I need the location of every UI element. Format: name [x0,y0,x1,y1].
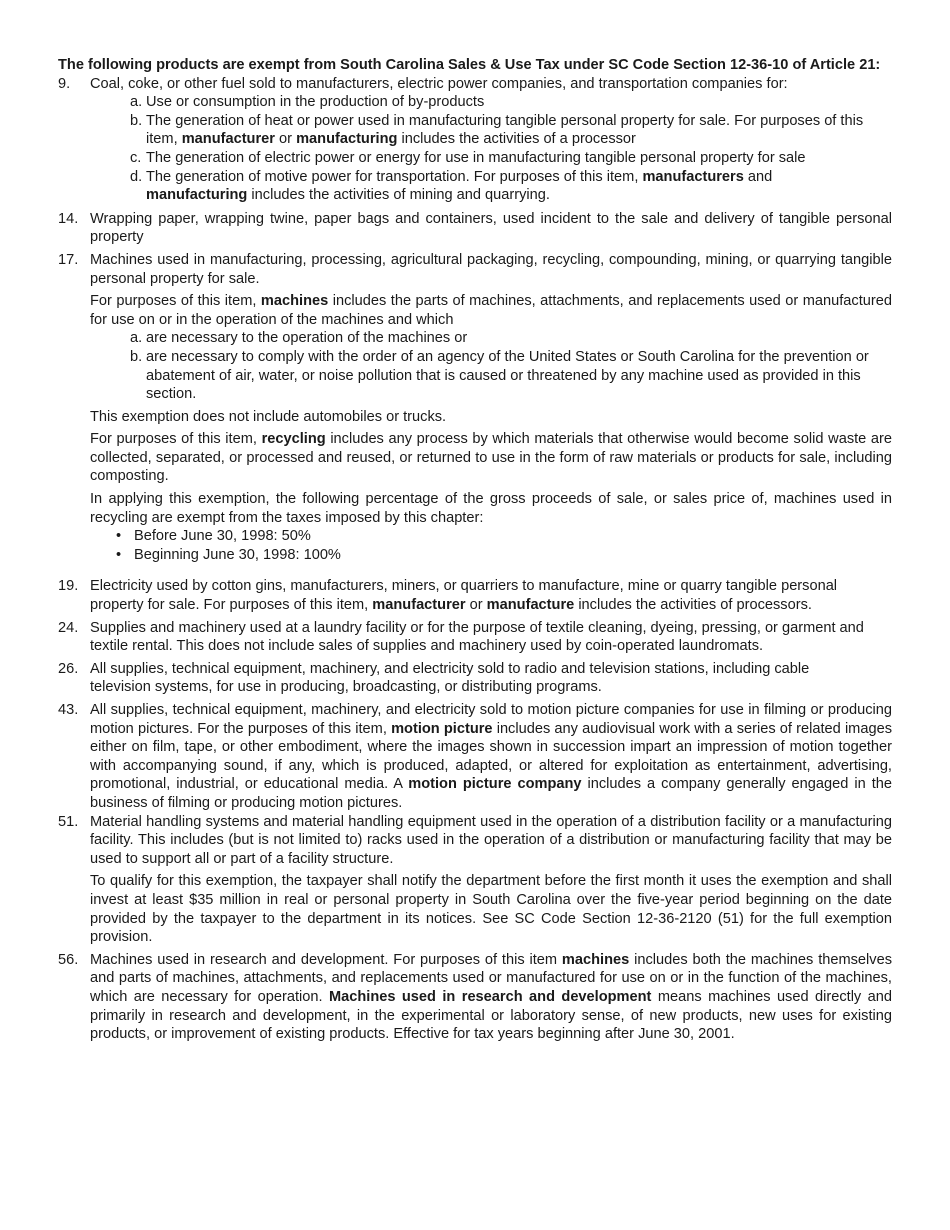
item-text: Coal, coke, or other fuel sold to manufacturers, electric power companies, and transportation companies for: [90,75,788,92]
sub-item-a: a. are necessary to the operation of the machines or [130,330,468,347]
item-number: 19. [58,578,79,595]
sub-item-a: a. Use or consumption in the production of by-products [130,94,485,111]
exemption-item-51 [58,813,892,947]
item-paragraph: This exemption does not include automobiles or trucks. [90,408,447,425]
item-text: Wrapping paper, wrapping twine, paper bags and containers, used incident to the sale and delivery of tangible personal property [90,210,892,246]
item-number: 17. [58,251,79,268]
document-page [58,56,892,1044]
item-number: 26. [58,660,79,677]
item-paragraph: In applying this exemption, the following percentage of the gross proceeds of sale, or sales price of, machines used in recycling are exempt from the taxes imposed by this chapter: [90,491,892,526]
item-number: 24. [58,619,79,636]
sub-item-b: b. are necessary to comply with the order of an agency of the United States or South Carolina for the prevention or abatement of air, water, or noise pollution that is caused or threatened by any machine used as provided in this section. [130,348,869,403]
sub-item-b: b. The generation of heat or power used in manufacturing tangible personal property for sale. For purposes of this item, manufacturer or manufacturing includes the activities of a processor [130,112,864,148]
item-text: Supplies and machinery used at a laundry facility or for the purpose of textile cleaning, dyeing, pressing, or garment and textile rental. This does not include sales of supplies and machinery used by coin-operated laundromats. [90,619,864,655]
item-text: All supplies, technical equipment, machinery, and electricity sold to motion picture companies for use in filming or producing motion pictures. For the purposes of this item, motion picture includes any audiovisual work with a series of related images either on film, tape, or other embodiment, where the images shown in succession impart an impression of motion together with accompanying sound, if any, which is produced, adapted, or altered for exploitation as entertainment, advertising, promotional, industrial, or educational media. A motion picture company includes a company generally engaged in the business of filming or producing motion pictures. [90,702,892,811]
item-text: Material handling systems and material handling equipment used in the operation of a distribution facility or a manufacturing facility. This includes (but is not limited to) racks used in the operation of a distribution or manufacturing facility that may be used to support all or part of a facility structure. [90,813,892,867]
exemption-item-14 [58,210,892,247]
exemption-item-43 [58,701,892,813]
exemption-item-17 [58,251,892,565]
bullet-item: • Beginning June 30, 1998: 100% [112,546,892,565]
sub-item-c: c. The generation of electric power or energy for use in manufacturing tangible personal property for sale [130,149,806,166]
item-number: 14. [58,210,79,227]
item-number: 43. [58,702,79,718]
exemption-item-9 [58,75,892,205]
bullet-item: • Before June 30, 1998: 50% [112,527,892,546]
exemption-item-19 [58,577,892,614]
bullet-icon: • [116,546,122,563]
item-number: 56. [58,951,79,968]
item-paragraph: To qualify for this exemption, the taxpayer shall notify the department before the first month it uses the exemption and shall invest at least $35 million in real or personal property in South Carolina over the five-year period beginning on the date provided by the taxpayer to the department in its notices. See SC Code Section 12-36-2120 (51) for the full exemption provision. [90,873,892,946]
exemption-item-24 [58,619,892,656]
item-text: Machines used in manufacturing, processing, agricultural packaging, recycling, compounding, mining, or quarrying tangible personal property for sale. [90,251,892,287]
sub-item-d: d. The generation of motive power for transportation. For purposes of this item, manufacturers and manufacturing includes the activities of mining and quarrying. [130,168,773,204]
page-heading: The following products are exempt from South Carolina Sales & Use Tax under SC Code Section 12-36-10 of Article 21: [58,57,881,73]
item-text: Machines used in research and development. For purposes of this item machines includes both the machines themselves and parts of machines, attachments, and replacements used or manufactured for use on or in the function of the machines, which are necessary for operation. Machines used in research and development means machines used directly and primarily in research and development, in the experimental or laboratory sense, of new products, new uses for existing products, or improvement of existing products. Effective for tax years beginning after June 30, 2001. [90,951,893,1043]
bullet-icon: • [116,528,122,545]
item-paragraph: For purposes of this item, recycling includes any process by which materials that otherwise would become solid waste are collected, separated, or processed and reused, or returned to use in the form of raw materials or products for sale, including composting. [90,431,892,485]
item-text: Electricity used by cotton gins, manufacturers, miners, or quarriers to manufacture, mine or quarry tangible personal property for sale. For purposes of this item, manufacturer or manufacture includes the activities of processors. [90,578,838,614]
exemption-item-56 [58,951,892,1044]
item-paragraph: For purposes of this item, machines includes the parts of machines, attachments, and replacements used or manufactured for use on or in the operation of the machines and which [90,293,892,328]
item-number: 9. [58,75,71,92]
exemption-item-26 [58,660,892,697]
item-text: All supplies, technical equipment, machinery, and electricity sold to radio and television stations, including cable television systems, for use in producing, broadcasting, or distributing programs. [90,660,810,696]
item-number: 51. [58,813,79,830]
